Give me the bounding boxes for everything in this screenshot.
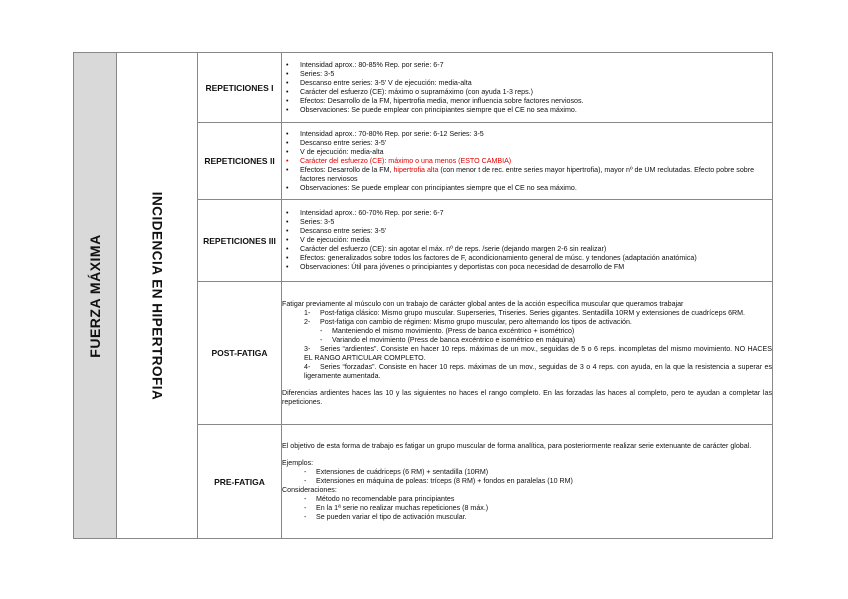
effects-text-rest: (con menor t de rec. entre series mayor hipertrofia), mayor nº de UM reclutadas. Efecto pobre sobre factores nerviosos bbox=[300, 165, 755, 183]
list-item: - En la 1ª serie no realizar muchas repeticiones (8 máx.) bbox=[304, 503, 489, 512]
list-item bbox=[282, 166, 772, 184]
list-item: • Series: 3-5 bbox=[282, 218, 772, 227]
list-item: • Efectos: Desarrollo de la FM, hipertrofia media, menor influencia sobre factores nerviosos. bbox=[282, 97, 772, 106]
content-repeticiones-i bbox=[282, 53, 773, 123]
list-item: 1- Post-fatiga clásico: Mismo grupo muscular. Superseries, Triseries. Series gigantes. Sentadilla 10RM y extensiones de cuadríceps 6RM. bbox=[304, 308, 746, 317]
post-fatiga-intro: Fatigar previamente al músculo con un trabajo de carácter global antes de la acción específica muscular que queramos trabajar bbox=[282, 299, 684, 308]
list-item: • Descanso entre series: 3-5’ bbox=[282, 227, 772, 236]
main-category-cell bbox=[74, 53, 117, 539]
list-item: - Extensiones de cuádriceps (6 RM) + sentadilla (10RM) bbox=[304, 467, 489, 476]
list-item: • Efectos: generalizados sobre todos los factores de F, acondicionamiento general de músc. y tendones (adaptación anatómica) bbox=[282, 254, 772, 263]
row-label-repeticiones-ii: REPETICIONES II bbox=[198, 123, 282, 200]
effects-text: Efectos: Desarrollo de la FM, bbox=[300, 165, 394, 174]
list-item: • Observaciones: Se puede emplear con principiantes siempre que el CE no sea máximo. bbox=[282, 106, 772, 115]
row-label-repeticiones-iii: REPETICIONES III bbox=[198, 200, 282, 282]
post-fatiga-differences: Diferencias ardientes haces las 10 y las siguientes no haces el rango completo. En las forzadas las haces al completo, pero te ayudan a completar las repeticiones. bbox=[282, 388, 772, 406]
list-item: • Intensidad aprox.: 60-70% Rep. por serie: 6-7 bbox=[282, 209, 772, 218]
list-item: • Observaciones: Útil para jóvenes o principiantes y deportistas con poca necesidad de desarrollo de FM bbox=[282, 263, 772, 272]
highlighted-list-item: • Carácter del esfuerzo (CE): máximo o una menos (ESTO CAMBIA) bbox=[282, 157, 772, 166]
list-item: • Intensidad aprox.: 70-80% Rep. por serie: 6-12 Series: 3-5 bbox=[282, 130, 772, 139]
sub-list-item: - Variando el movimiento (Press de banca excéntrico e isométrico en máquina) bbox=[320, 335, 576, 344]
list-item: • Observaciones: Se puede emplear con principiantes siempre que el CE no sea máximo. bbox=[282, 184, 772, 193]
effects-highlight: hipertrofia alta bbox=[393, 165, 439, 174]
list-item: • Series: 3-5 bbox=[282, 70, 772, 79]
list-item: • Descanso entre series: 3-5’ V de ejecución: media-alta bbox=[282, 79, 772, 88]
list-item: • Intensidad aprox.: 80-85% Rep. por serie: 6-7 bbox=[282, 61, 772, 70]
row-label-pre-fatiga: PRE-FATIGA bbox=[198, 425, 282, 539]
considerations-title: Consideraciones: bbox=[282, 485, 337, 494]
sub-list-item: - Manteniendo el mismo movimiento. (Press de banca excéntrico + isométrico) bbox=[320, 326, 575, 335]
list-item: 2- Post-fatiga con cambio de régimen: Mismo grupo muscular, pero alternando los tipos de activación. bbox=[304, 317, 632, 326]
sub-category-label: INCIDENCIA EN HIPERTROFIA bbox=[149, 191, 165, 400]
row-label-repeticiones-i: REPETICIONES I bbox=[198, 53, 282, 123]
content-repeticiones-ii bbox=[282, 123, 773, 200]
list-item: - Extensiones en máquina de poleas: tríceps (8 RM) + fondos en paralelas (10 RM) bbox=[304, 476, 573, 485]
content-repeticiones-iii bbox=[282, 200, 773, 282]
list-item: 4- Series “forzadas”. Consiste en hacer 10 reps. máximas de un mov., seguidas de 3 o 4 reps. con ayuda, en la que la resistencia a superar es ligeramente aumentada. bbox=[304, 362, 772, 380]
list-item: - Método no recomendable para principiantes bbox=[304, 494, 455, 503]
examples-title: Ejemplos: bbox=[282, 458, 314, 467]
list-item: • V de ejecución: media bbox=[282, 236, 772, 245]
pre-fatiga-intro: El objetivo de esta forma de trabajo es fatigar un grupo muscular de forma analítica, para posteriormente realizar serie extenuante de carácter global. bbox=[282, 441, 752, 450]
list-item: • Carácter del esfuerzo (CE): máximo o supramáximo (con ayuda 1-3 reps.) bbox=[282, 88, 772, 97]
row-label-post-fatiga: POST-FATIGA bbox=[198, 282, 282, 425]
main-category-label: FUERZA MÁXIMA bbox=[87, 233, 103, 358]
content-pre-fatiga bbox=[282, 425, 773, 539]
list-item: • V de ejecución: media-alta bbox=[282, 148, 772, 157]
list-item: 3- Series “ardientes”. Consiste en hacer 10 reps. máximas de un mov., seguidas de 5 o 6 reps. incompletas del mismo movimiento. NO HACES EL RANGO ARTICULAR COMPLETO. bbox=[304, 344, 772, 362]
list-item: - Se pueden variar el tipo de activación muscular. bbox=[304, 512, 467, 521]
sub-category-cell bbox=[117, 53, 198, 539]
training-table bbox=[73, 52, 773, 539]
list-item: • Descanso entre series: 3-5’ bbox=[282, 139, 772, 148]
content-post-fatiga bbox=[282, 282, 773, 425]
list-item: • Carácter del esfuerzo (CE): sin agotar el máx. nº de reps. /serie (dejando margen 2-6 sin realizar) bbox=[282, 245, 772, 254]
